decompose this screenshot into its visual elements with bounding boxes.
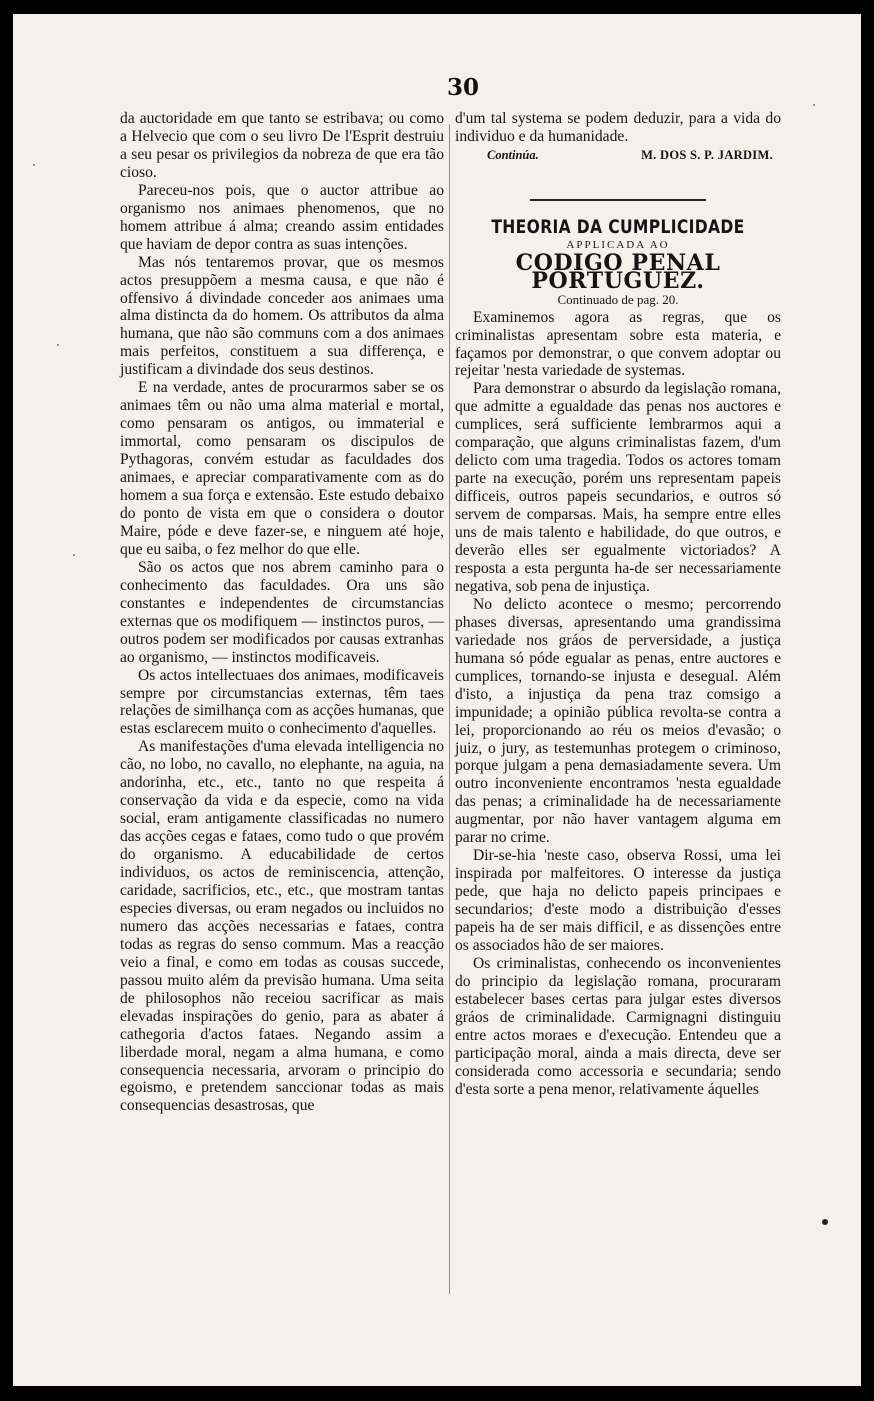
left-paragraph-7: As manifestações d'uma elevada intelligencia no cão, no lobo, no cavallo, no elephante, na aguia, na andorinha, etc., etc., tanto no que respeita á conservação da vida e da especie, como na vida social, eram antigamente classificadas no numero das acções cegas e fataes, como tudo o que provém do organismo. A educabilidade de certos individuos, os actos de reminiscencia, attenção, caridade, sacrificios, etc., etc., que mostram tantas especies diversas, ou eram negados ou incluidos no numero das acções necessarias e fataes, contra todas as regras do senso commum. Mas a reacção veio a final, e como em todas as cousas succede, passou muito além da previsão humana. Uma seita de philosophos não receiou sacrificar as mais elevadas inspirações do genio, para as abater á cathegoria d'actos fataes. Negando assim a liberdade moral, negam a alma humana, e como consequencia necessaria, arvoram o principio do egoismo, e pretendem sanccionar todas as mais consequencias desastrosas, que bbox=[120, 738, 444, 1115]
continued-note: Continuado de pag. 20. bbox=[557, 291, 679, 307]
right-paragraph-5: Os criminalistas, conhecendo os inconvenientes do principio da legislação romana, procuraram estabelecer bases certas para julgar estes diversos gráos de criminalidade. Carmignagni distinguiu entre actos moraes e d'execução. Entendeu que a participação moral, ainda a mais directa, deve ser considerada como accessoria e secundaria; sendo d'esta sorte a pena menor, relativamente áquelles bbox=[455, 954, 781, 1098]
paper-speck bbox=[73, 554, 75, 556]
right-opening-text: d'um tal systema se podem deduzir, para a vida do individuo e da humanidade. bbox=[455, 110, 781, 145]
section-divider bbox=[530, 199, 706, 201]
column-divider bbox=[449, 124, 450, 1294]
paper-speck bbox=[57, 344, 59, 346]
left-paragraph-3: Mas nós tentaremos provar, que os mesmos actos presuppõem a mesma causa, e que não é offensivo á divindade conceder aos animaes uma alma distincta da do homem. Os attributos da alma humana, que não são communs com a dos animaes mais perfeitos, constituem a sua differença, e justificam a divindade dos seus destinos. bbox=[120, 253, 444, 379]
right-paragraph-4: Dir-se-hia 'neste caso, observa Rossi, uma lei inspirada por malfeitores. O interesse da justiça pede, que haja no delicto papeis principaes e secundarios; d'este modo a distribuição d'esses papeis ha de ser mais difficil, e as dissenções entre os associados hão de ser maiores. bbox=[455, 847, 781, 954]
article-title: THEORIA DA CUMPLICIDADE bbox=[491, 215, 745, 238]
ink-dot bbox=[822, 1219, 828, 1225]
left-paragraph-2: Pareceu-nos pois, que o auctor attribue ao organismo nos animaes phenomenos, que no homem attribue á alma; creando assim entidades que haviam de depor contra as suas intenções. bbox=[120, 181, 444, 253]
right-paragraph-3: No delicto acontece o mesmo; percorrendo phases diversas, apresentando uma grandissima variedade nos gráos de perversidade, a justiça humana só póde egualar as penas, entre auctores e cumplices, tornando-se injusta e desegual. Além d'isto, a injustiça da pena traz comsigo a impunidade; a opinião pública revolta-se contra a lei, proporcionando ao réu os meios d'evasão; o juiz, o jury, as testemunhas protegem o criminoso, porque julgam a pena demasiadamente severa. Um outro inconveniente encontramos 'nesta egualdade das penas; a criminalidade ha de necessariamente augmentar, por não haver vantagem alguma em parar no crime. bbox=[455, 595, 781, 847]
article-main-heading: CODIGO PENAL PORTUGUEZ. bbox=[515, 249, 721, 294]
left-column bbox=[120, 110, 444, 1115]
right-paragraph-1: Examinemos agora as regras, que os criminalistas apresentam sobre esta materia, e façamos por demonstrar, o que convem adoptar ou rejeitar 'nesta variedade de systemas. bbox=[455, 308, 781, 380]
paper-speck bbox=[813, 104, 815, 106]
article-subtitle: APPLICADA AO bbox=[566, 238, 670, 251]
right-column bbox=[455, 110, 781, 1099]
newspaper-page bbox=[13, 14, 861, 1386]
left-paragraph-1: da auctoridade em que tanto se estribava; ou como a Helvecio que com o seu livro De l'Esprit destruiu a seu pesar os privilegios da nobreza de que era tão cioso. bbox=[120, 110, 444, 181]
page-number: 30 bbox=[446, 74, 479, 101]
continua-label: Continúa. bbox=[487, 147, 539, 162]
article-signature bbox=[487, 147, 773, 165]
author-name: M. DOS S. P. JARDIM. bbox=[641, 147, 773, 162]
left-paragraph-6: Os actos intellectuaes dos animaes, modificaveis sempre por circumstancias externas, têm taes relações de similhança com as acções humanas, que estas esclarecem muito o conhecimento d'aquelles. bbox=[120, 666, 444, 738]
left-paragraph-5: São os actos que nos abrem caminho para o conhecimento das faculdades. Ora uns são constantes e independentes de circumstancias externas que os modifiquem — instinctos puros, —outros podem ser modificados por causas extranhas ao organismo, — instinctos modificaveis. bbox=[120, 558, 444, 666]
paper-speck bbox=[33, 164, 35, 166]
right-paragraph-2: Para demonstrar o absurdo da legislação romana, que admitte a egualdade das penas nos auctores e cumplices, será sufficiente lembrarmos aqui a comparação, que alguns criminalistas fazem, d'um delicto com uma tragedia. Todos os actores tomam parte na execução, porém uns representam papeis difficeis, outros papeis secundarios, e outros só servem de comparsas. Mais, ha sempre entre elles uns de mais talento e habilidade, do que outros, e deverão elles ser egualmente victoriados? A resposta a esta pergunta ha-de ser necessariamente negativa, sob pena de injustiça. bbox=[455, 380, 781, 595]
left-paragraph-4: E na verdade, antes de procurarmos saber se os animaes têm ou não uma alma material e mortal, como pensaram os antigos, ou immaterial e immortal, como pensaram os discipulos de Pythagoras, convém estudar as faculdades dos animaes, e apreciar comparativamente com as do homem a sua força e extensão. Este estudo debaixo do ponto de vista em que o considera o doutor Maire, póde e deve fazer-se, e ninguem até hoje, que eu saiba, o fez melhor do que elle. bbox=[120, 379, 444, 558]
